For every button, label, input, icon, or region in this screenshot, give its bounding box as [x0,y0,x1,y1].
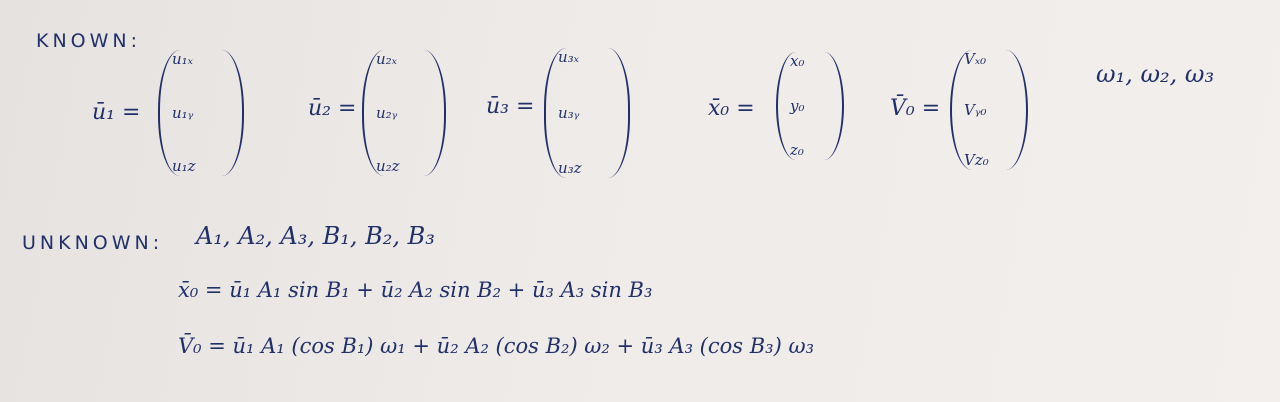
matrix-entry: u₂z [376,157,400,175]
matrix-entry: Vz₀ [964,151,989,169]
matrix-entry: u₁ᵧ [172,103,194,122]
unknown-list: A₁, A₂, A₃, B₁, B₂, B₃ [196,222,435,250]
matrix-entry: y₀ [790,96,805,115]
vector-u1-matrix [158,50,244,176]
matrix-entry: u₂ᵧ [376,103,398,122]
vector-v0-name: V̄₀ = [890,96,941,121]
matrix-entry: Vₓ₀ [964,50,987,68]
matrix-entry: u₂ₓ [376,50,397,68]
vector-u2-matrix [362,50,446,176]
vector-u1-name: ū₁ = [92,100,141,125]
matrix-entry: u₃z [558,159,582,177]
vector-x0-name: x̄₀ = [708,96,755,121]
known-label: KNOWN: [36,30,142,52]
vector-x0-matrix [776,52,844,160]
matrix-entry: u₁z [172,157,196,175]
matrix-entry: u₁ₓ [172,50,193,68]
matrix-entry: Vᵧ₀ [964,100,987,119]
vector-u3-matrix [544,48,630,178]
matrix-entry: u₃ₓ [558,48,579,66]
equation-position: x̄₀ = ū₁ A₁ sin B₁ + ū₂ A₂ sin B₂ + ū₃ A₃ sin B₃ [178,278,653,302]
matrix-entry: z₀ [790,141,804,159]
unknown-label: UNKNOWN: [22,232,164,254]
equation-velocity: V̄₀ = ū₁ A₁ (cos B₁) ω₁ + ū₂ A₂ (cos B₂) ω₂ + ū₃ A₃ (cos B₃) ω₃ [178,334,814,358]
matrix-entry: u₃ᵧ [558,103,580,122]
vector-u2-name: ū₂ = [308,96,357,121]
vector-v0-matrix [950,50,1028,170]
vector-u3-name: ū₃ = [486,94,535,119]
matrix-entry: x₀ [790,52,805,70]
omega-list: ω₁, ω₂, ω₃ [1096,60,1215,88]
